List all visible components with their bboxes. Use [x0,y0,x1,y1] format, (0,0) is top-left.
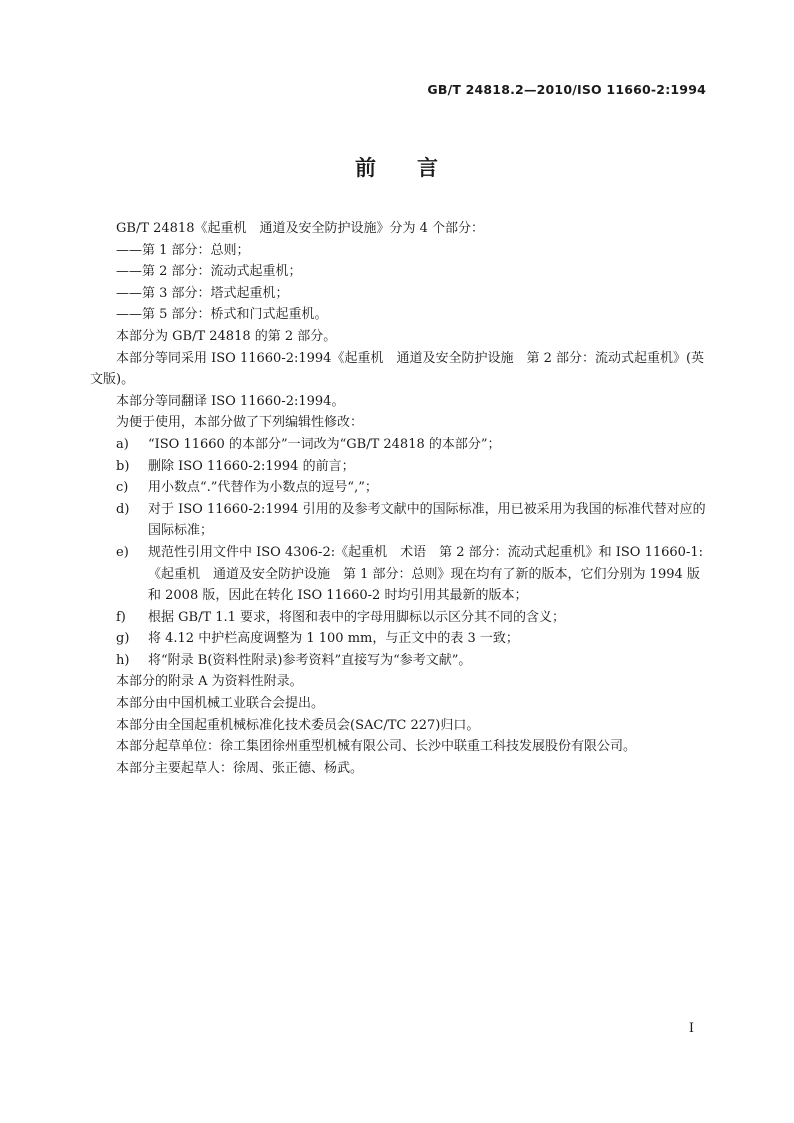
page-number: I [688,1021,694,1036]
list-marker: e) [116,544,129,560]
page-title [0,152,794,182]
paragraph-proposer: 本部分由中国机械工业联合会提出。 [116,696,325,712]
list-marker: c) [116,480,129,496]
list-text: “ISO 11660 的本部分”一词改为“GB/T 24818 的本部分”； [148,436,501,452]
list-item [90,456,706,478]
title-char-2: 言 [417,155,439,180]
list-item [90,650,706,672]
list-marker: g) [116,631,130,647]
list-marker: f) [116,609,126,625]
list-item [90,628,706,650]
list-item [90,499,706,542]
part-list-item: ——第 3 部分：塔式起重机； [116,285,289,301]
paragraph-adoption: 本部分等同采用 ISO 11660-2:1994《起重机 通道及安全防护设施 第 2 部分：流动式起重机》(英文版)。 [90,350,705,388]
paragraph-committee: 本部分由全国起重机械标准化技术委员会(SAC/TC 227)归口。 [116,717,480,733]
list-text: 规范性引用文件中 ISO 4306-2:《起重机 术语 第 2 部分：流动式起重机》和 ISO 11660-1:《起重机 通道及安全防护设施 第 1 部分：总则》现在均有了新的版本，它们分别为 1994 版和 2008 版，因此在转化 ISO 11660-2 时均引用其最新的版本； [148,544,703,604]
list-text: 将 4.12 中护栏高度调整为 1 100 mm，与正文中的表 3 一致； [148,631,519,647]
title-char-1: 前 [355,155,377,180]
list-marker: b) [116,458,130,474]
part-list-item: ——第 5 部分：桥式和门式起重机。 [116,307,328,323]
paragraph-drafters: 本部分主要起草人：徐周、张正德、杨武。 [116,760,364,776]
list-text: 根据 GB/T 1.1 要求，将图和表中的字母用脚标以示区分其不同的含义； [148,609,566,625]
paragraph-translation: 本部分等同翻译 ISO 11660-2:1994。 [116,393,345,409]
part-list-item: ——第 2 部分：流动式起重机； [116,264,302,280]
list-item [90,434,706,456]
list-item [90,477,706,499]
paragraph-part-number: 本部分为 GB/T 24818 的第 2 部分。 [116,328,337,344]
list-text: 将“附录 B(资料性附录)参考资料”直接写为“参考文献”。 [148,652,472,668]
paragraph-annex: 本部分的附录 A 为资料性附录。 [116,674,303,690]
paragraph-drafting-units: 本部分起草单位：徐工集团徐州重型机械有限公司、长沙中联重工科技发展股份有限公司。 [116,739,637,755]
part-list-item: ——第 1 部分：总则； [116,242,250,258]
standard-code: GB/T 24818.2—2010/ISO 11660-2:1994 [427,82,706,97]
list-marker: a) [116,436,129,452]
paragraph-parts-intro: GB/T 24818《起重机 通道及安全防护设施》分为 4 个部分： [116,221,485,236]
list-marker: d) [116,501,130,517]
list-item [90,607,706,629]
list-marker: h) [116,652,130,668]
list-text: 用小数点“.”代替作为小数点的逗号“,”； [148,480,378,496]
list-item [90,542,706,607]
list-text: 对于 ISO 11660-2:1994 引用的及参考文献中的国际标准，用已被采用为我国的标准代替对应的国际标准； [148,501,706,539]
foreword-body [90,218,706,779]
paragraph-modifications-intro: 为便于使用，本部分做了下列编辑性修改： [116,415,364,431]
list-text: 删除 ISO 11660-2:1994 的前言； [148,458,355,474]
